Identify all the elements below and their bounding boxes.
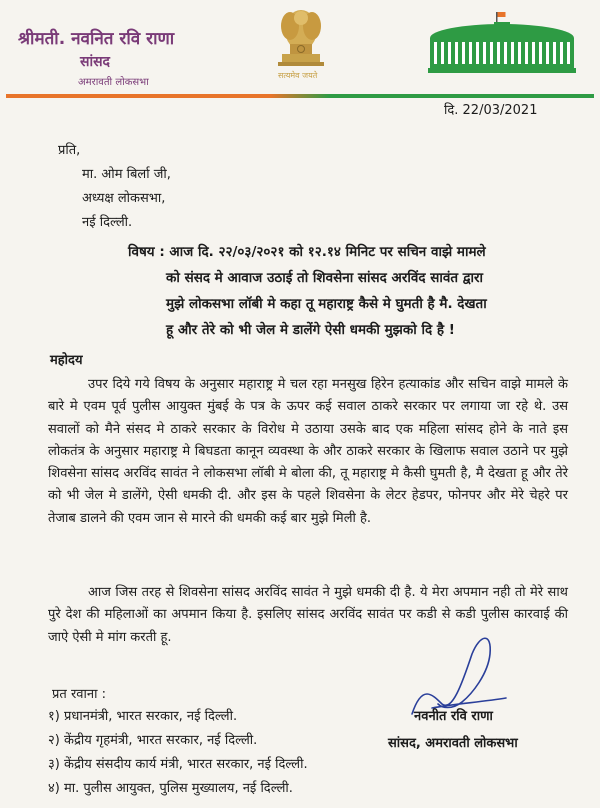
signatory-title: सांसद, अमरावती लोकसभा <box>388 736 518 751</box>
subject-line: मुझे लोकसभा लॉबी मे कहा तू महाराष्ट्र कैसे मे घुमती है मै. देखता <box>166 296 487 312</box>
letter-date: दि. 22/03/2021 <box>444 103 538 118</box>
copy-recipient: २) केंद्रीय गृहमंत्री, भारत सरकार, नई दिल्ली. <box>48 733 258 748</box>
copy-recipient: १) प्रधानमंत्री, भारत सरकार, नई दिल्ली. <box>48 709 238 724</box>
letterhead-divider <box>6 94 594 98</box>
salutation: महोदय <box>50 353 83 368</box>
signatory-name: नवनीत रवि राणा <box>414 709 493 724</box>
copy-recipient: ४) मा. पुलीस आयुक्त, पुलिस मुख्यालय, नई दिल्ली. <box>48 781 293 796</box>
subject-line: हू और तेरे को भी जेल मे डालेंगे ऐसी धमकी मुझको दि है ! <box>166 322 455 338</box>
letterhead-name: श्रीमती. नवनित रवि राणा <box>18 29 175 49</box>
recipient-designation: अध्यक्ष लोकसभा, <box>82 191 166 206</box>
national-emblem-icon <box>268 4 334 68</box>
recipient-place: नई दिल्ली. <box>82 215 133 230</box>
subject-line: को संसद मे आवाज उठाई तो शिवसेना सांसद अरविंद सावंत द्वारा <box>166 270 484 286</box>
letterhead-role: सांसद <box>80 54 110 70</box>
parliament-building-icon <box>428 10 576 76</box>
copy-recipient: ३) केंद्रीय संसदीय कार्य मंत्री, भारत सरकार, नई दिल्ली. <box>48 757 308 772</box>
recipient-prefix: प्रति, <box>58 143 81 158</box>
emblem-motto: सत्यमेव जयते <box>278 71 318 80</box>
body-paragraph-2: आज जिस तरह से शिवसेना सांसद अरविंद सावंत ने मुझे धमकी दी है. ये मेरा अपमान नही तो मेरे साथ पुरे देश की महिलाओं का अपमान किया है. इसलिए सांसद अरविंद सावंत पर कडी से कडी पुलीस कारवाई की जाऐ ऐसी मे मांग करती हू. <box>48 585 568 645</box>
letterhead-constituency: अमरावती लोकसभा <box>78 77 149 88</box>
subject-line: विषय : आज दि. २२/०३/२०२१ को १२.१४ मिनिट पर सचिन वाझे मामले <box>128 244 486 260</box>
copies-heading: प्रत रवाना : <box>52 687 106 702</box>
recipient-name: मा. ओम बिर्ला जी, <box>82 167 171 182</box>
body-paragraph-1: उपर दिये गये विषय के अनुसार महाराष्ट्र मे चल रहा मनसुख हिरेन हत्याकांड और सचिन वाझे मामले के बारे मे एवम पूर्व पुलीस आयुक्त मुंबई के पत्र के ऊपर कई सवाल ठाकरे सरकार पर लगाया जा रहे थे. उस सवालों को मैने संसद मे ठाकरे सरकार के विरोध मे उठाया उसके बाद एक महिला सांसद होने के नाते इस लोकतंत्र के अनुसार महाराष्ट्र मे बिघडता कानून व्यवस्था के और ठाकरे सरकार के खिलाफ सवाल उठाने पर मुझे शिवसेना सांसद अरविंद सावंत ने लोकसभा लॉबी मे बोला की, तू महाराष्ट्र मे कैसी घुमती है, मै देखता हू और तेरे को भी जेल मे डालेंगे, ऐसी धमकी दी. और इस के पहले शिवसेना के लेटर हेडपर, फोनपर और मेरे चेहरे पर तेजाब डालने की एवम जान से मारने की धमकी कई बार मुझे मिली है. <box>48 377 568 526</box>
